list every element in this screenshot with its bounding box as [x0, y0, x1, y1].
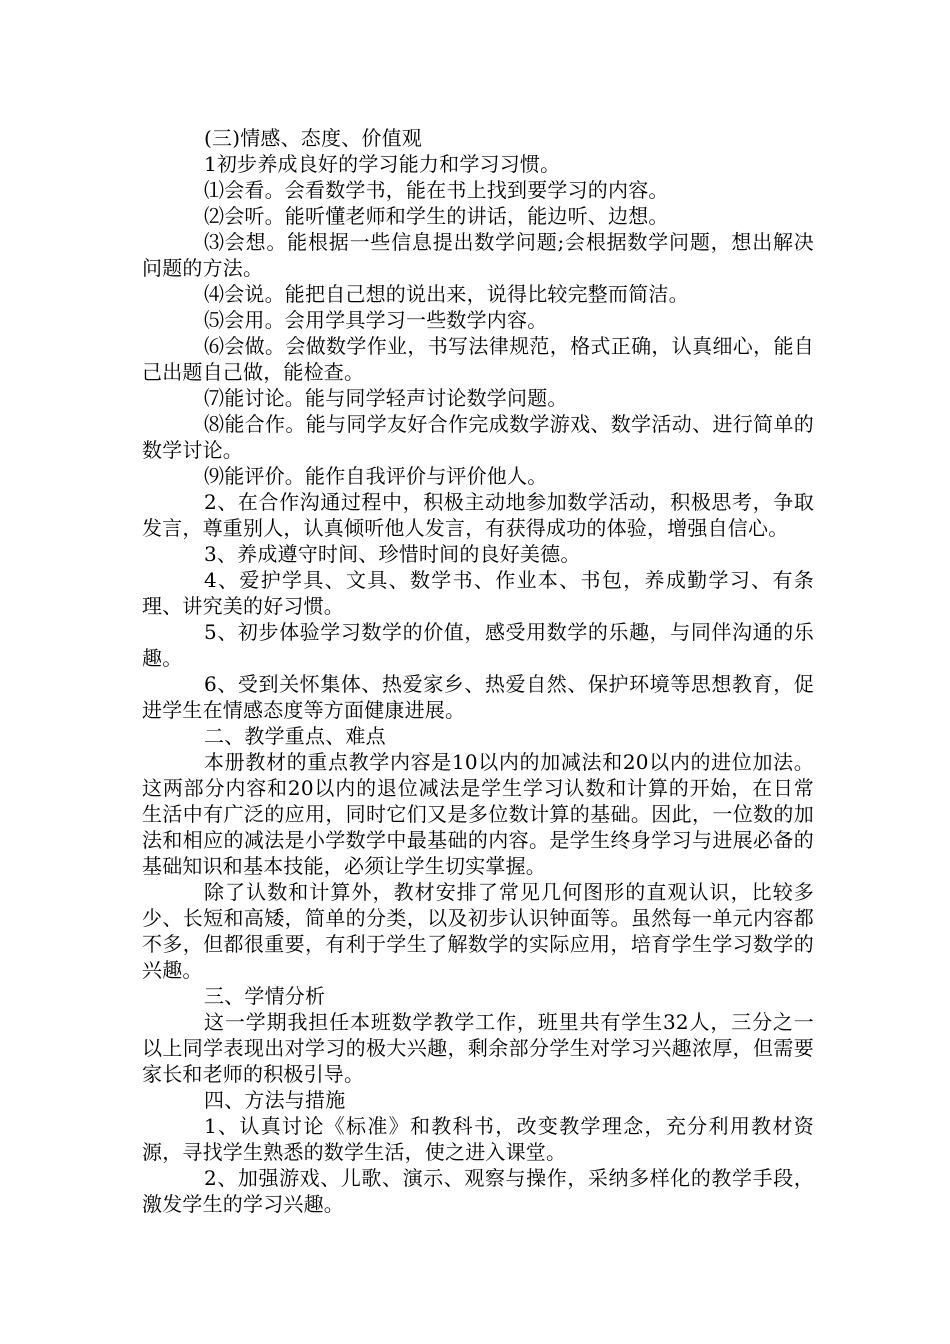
section-heading-student-analysis: 三、学情分析	[204, 984, 326, 1008]
paragraph: 1、认真讨论《标准》和教科书，改变教学理念，充分利用教材资源，寻找学生熟悉的数学生活，使之进入课堂。	[142, 1114, 814, 1164]
list-item: ⑶会想。能根据一些信息提出数学问题;会根据数学问题，想出解决问题的方法。	[142, 230, 814, 280]
paragraph: 除了认数和计算外，教材安排了常见几何图形的直观认识，比较多少、长短和高矮，简单的分类，以及初步认识钟面等。虽然每一单元内容都不多，但都很重要，有利于学生了解数学的实际应用，培育学生学习数学的兴趣。	[142, 880, 814, 982]
list-item: ⑻能合作。能与同学友好合作完成数学游戏、数学活动、进行简单的数学讨论。	[142, 412, 814, 462]
paragraph: 本册教材的重点教学内容是10以内的加减法和20以内的进位加法。这两部分内容和20以内的退位减法是学生学习认数和计算的开始，在日常生活中有广泛的应用，同时它们又是多位数计算的基础。因此，一位数的加法和相应的减法是小学数学中最基础的内容。是学生终身学习与进展必备的基础知识和基本技能，必须让学生切实掌握。	[142, 750, 814, 878]
section-heading-methods: 四、方法与措施	[204, 1088, 346, 1112]
paragraph: 2、加强游戏、儿歌、演示、观察与操作，采纳多样化的教学手段，激发学生的学习兴趣。	[142, 1166, 814, 1216]
list-item: ⑼能评价。能作自我评价与评价他人。	[204, 464, 548, 488]
paragraph: 这一学期我担任本班数学教学工作，班里共有学生32人，三分之一以上同学表现出对学习的极大兴趣，剩余部分学生对学习兴趣浓厚，但需要家长和老师的积极引导。	[142, 1010, 814, 1086]
list-item: ⑴会看。会看数学书，能在书上找到要学习的内容。	[204, 178, 669, 202]
section-heading-key-points: 二、教学重点、难点	[204, 724, 386, 748]
list-item: ⑵会听。能听懂老师和学生的讲话，能边听、边想。	[204, 204, 669, 228]
list-item: ⑺能讨论。能与同学轻声讨论数学问题。	[204, 386, 568, 410]
section-heading-affect: (三)情感、态度、价值观	[204, 126, 423, 150]
paragraph: 3、养成遵守时间、珍惜时间的良好美德。	[204, 542, 581, 566]
document-body	[142, 125, 814, 1217]
paragraph: 1初步养成良好的学习能力和学习习惯。	[204, 152, 561, 176]
paragraph: 2、在合作沟通过程中，积极主动地参加数学活动，积极思考，争取发言，尊重别人，认真倾听他人发言，有获得成功的体验，增强自信心。	[142, 490, 814, 540]
list-item: ⑷会说。能把自己想的说出来，说得比较完整而简洁。	[204, 282, 689, 306]
list-item: ⑹会做。会做数学作业，书写法律规范，格式正确，认真细心，能自己出题自己做，能检查。	[142, 334, 814, 384]
paragraph: 5、初步体验学习数学的价值，感受用数学的乐趣，与同伴沟通的乐趣。	[142, 620, 814, 670]
paragraph: 6、受到关怀集体、热爱家乡、热爱自然、保护环境等思想教育，促进学生在情感态度等方面健康进展。	[142, 672, 814, 722]
paragraph: 4、爱护学具、文具、数学书、作业本、书包，养成勤学习、有条理、讲究美的好习惯。	[142, 568, 814, 618]
list-item: ⑸会用。会用学具学习一些数学内容。	[204, 308, 548, 332]
